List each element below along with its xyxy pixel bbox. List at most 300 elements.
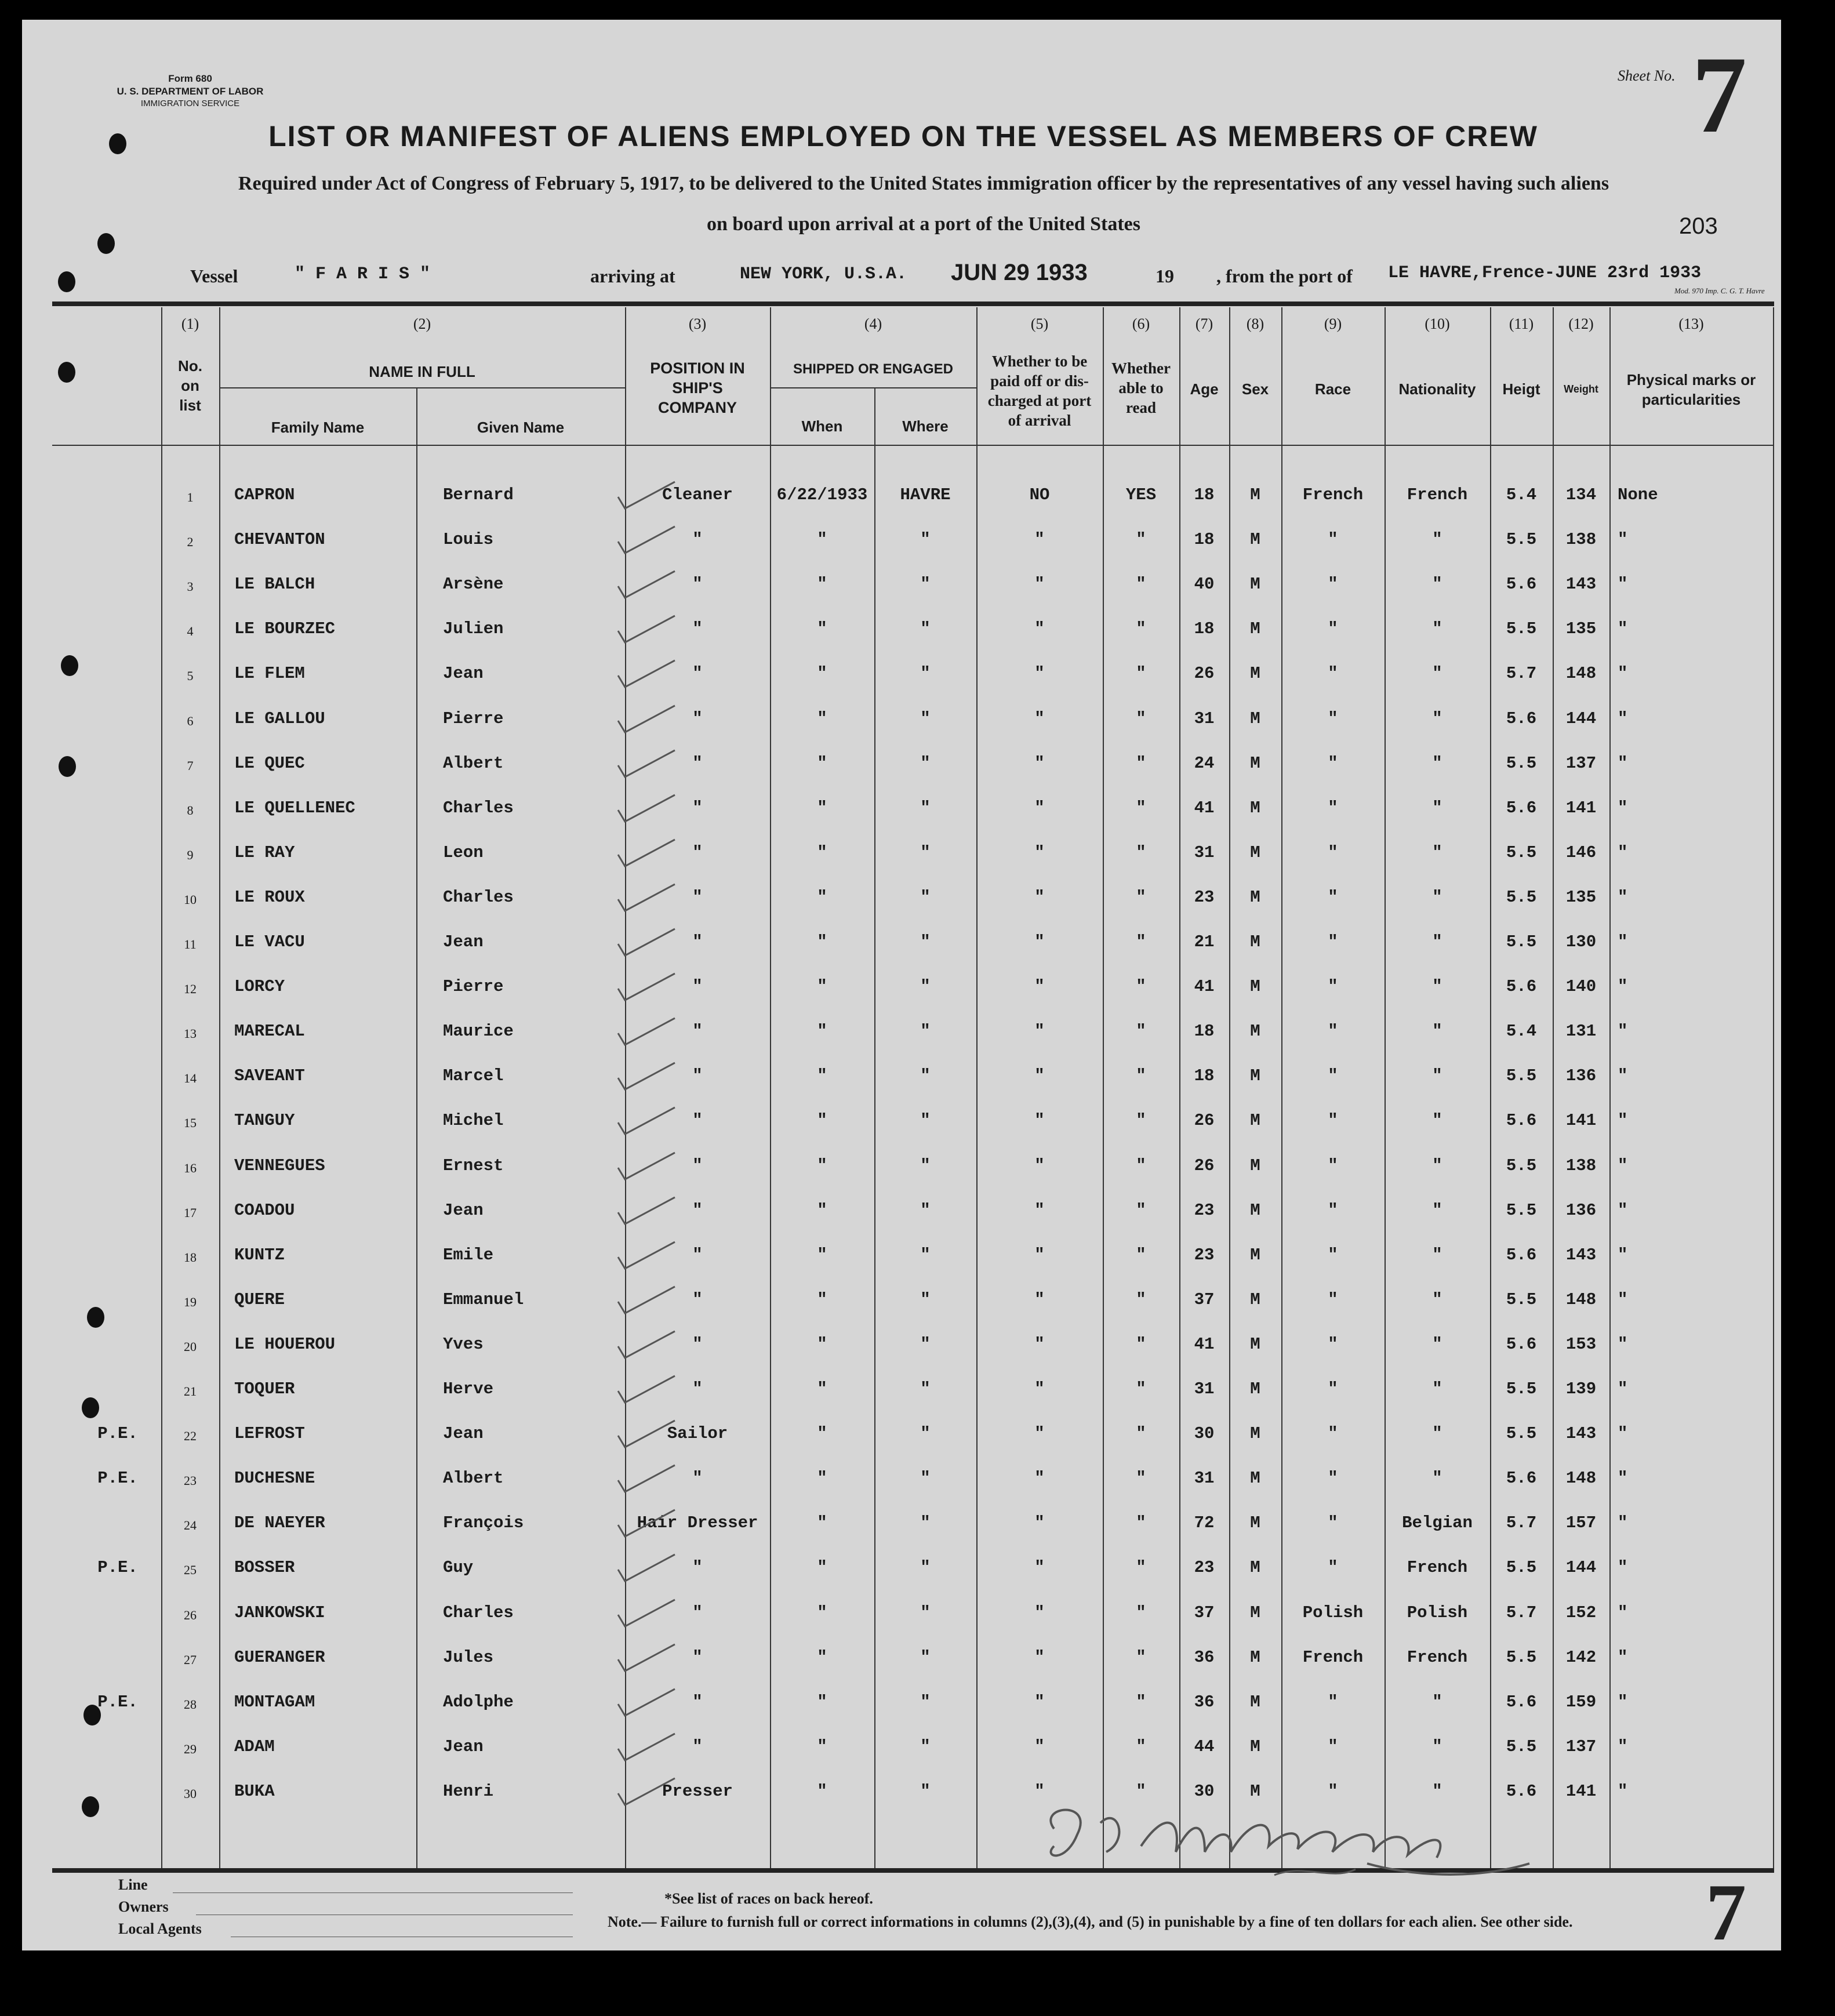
cell-nationality: " bbox=[1432, 1335, 1442, 1354]
cell-height: 5.6 bbox=[1506, 1335, 1537, 1354]
cell-sex: M bbox=[1250, 709, 1260, 728]
cell-given: Jean bbox=[443, 664, 484, 683]
col5-number: (5) bbox=[1030, 315, 1049, 332]
cell-age: 18 bbox=[1194, 1066, 1215, 1085]
header-divider-family bbox=[219, 387, 625, 388]
cell-given: Ernest bbox=[443, 1156, 504, 1175]
cell-marks: " bbox=[1618, 754, 1628, 773]
cell-no: 20 bbox=[184, 1339, 197, 1354]
cell-sex: M bbox=[1250, 888, 1260, 907]
cell-family: CHEVANTON bbox=[234, 530, 325, 549]
cell-paid: " bbox=[1034, 1558, 1045, 1577]
cell-height: 5.5 bbox=[1506, 843, 1537, 862]
cell-race: " bbox=[1328, 798, 1338, 818]
cell-nationality: " bbox=[1432, 530, 1442, 549]
cell-nationality: " bbox=[1432, 1111, 1442, 1130]
cell-nationality: " bbox=[1432, 932, 1442, 951]
cell-height: 5.5 bbox=[1506, 754, 1537, 773]
cell-read: " bbox=[1136, 1603, 1146, 1622]
cell-race: " bbox=[1328, 1379, 1338, 1399]
cell-position: " bbox=[692, 932, 703, 951]
page-title: LIST OR MANIFEST OF ALIENS EMPLOYED ON THE VESSEL AS MEMBERS OF CREW bbox=[268, 120, 1538, 152]
arriving-label: arriving at bbox=[590, 266, 675, 286]
cell-position: Presser bbox=[662, 1782, 733, 1801]
cell-height: 5.6 bbox=[1506, 1245, 1537, 1265]
cell-no: 14 bbox=[184, 1071, 197, 1085]
cell-paid: " bbox=[1034, 888, 1045, 907]
cell-height: 5.5 bbox=[1506, 888, 1537, 907]
manifest-sheet bbox=[22, 20, 1781, 1950]
cell-read: " bbox=[1136, 1782, 1146, 1801]
cell-marks: " bbox=[1618, 843, 1628, 862]
cell-position: " bbox=[692, 1245, 703, 1265]
cell-when: " bbox=[817, 1558, 827, 1577]
cell-given: Albert bbox=[443, 1469, 504, 1488]
given-name-header: Given Name bbox=[477, 419, 565, 436]
cell-height: 5.5 bbox=[1506, 530, 1537, 549]
cell-height: 5.5 bbox=[1506, 932, 1537, 951]
cell-when: " bbox=[817, 888, 827, 907]
year-label: 19 bbox=[1155, 266, 1174, 286]
cell-when: " bbox=[817, 977, 827, 996]
col8-header: Sex bbox=[1241, 380, 1269, 398]
cell-family: LEFROST bbox=[234, 1424, 305, 1443]
cell-paid: " bbox=[1034, 1111, 1045, 1130]
cell-paid: " bbox=[1034, 619, 1045, 638]
cell-position: " bbox=[692, 709, 703, 728]
cell-marks: " bbox=[1618, 1513, 1628, 1532]
cell-position: " bbox=[692, 1379, 703, 1399]
cell-race: " bbox=[1328, 575, 1338, 594]
punch-hole bbox=[58, 271, 75, 292]
cell-paid: " bbox=[1034, 709, 1045, 728]
cell-marks: " bbox=[1618, 1201, 1628, 1220]
cell-race: " bbox=[1328, 1782, 1338, 1801]
cell-when: " bbox=[817, 1111, 827, 1130]
cell-mark: P.E. bbox=[97, 1469, 138, 1488]
cell-weight: 140 bbox=[1565, 977, 1597, 996]
cell-race: " bbox=[1328, 1245, 1338, 1265]
from-port: LE HAVRE,Frence-JUNE 23rd 1933 bbox=[1388, 263, 1702, 283]
col11-number: (11) bbox=[1509, 315, 1534, 332]
punch-hole bbox=[97, 233, 115, 254]
cell-age: 41 bbox=[1194, 977, 1215, 996]
column-rule bbox=[1773, 307, 1774, 1868]
cell-sex: M bbox=[1250, 1782, 1260, 1801]
cell-nationality: " bbox=[1432, 664, 1442, 683]
cell-given: Jules bbox=[443, 1648, 494, 1667]
col4-header: SHIPPED OR ENGAGED bbox=[793, 361, 954, 377]
cell-marks: None bbox=[1618, 485, 1658, 504]
cell-given: Pierre bbox=[443, 977, 504, 996]
cell-paid: " bbox=[1034, 530, 1045, 549]
cell-where: " bbox=[920, 664, 931, 683]
cell-position: " bbox=[692, 1066, 703, 1085]
cell-when: " bbox=[817, 1022, 827, 1041]
sheet-label: Sheet No. bbox=[1618, 67, 1676, 84]
col9-number: (9) bbox=[1324, 315, 1342, 332]
cell-read: " bbox=[1136, 1558, 1146, 1577]
cell-when: " bbox=[817, 1335, 827, 1354]
cell-given: Emile bbox=[443, 1245, 494, 1265]
cell-age: 31 bbox=[1194, 709, 1215, 728]
cell-no: 6 bbox=[187, 714, 194, 728]
cell-sex: M bbox=[1250, 1335, 1260, 1354]
cell-where: " bbox=[920, 1111, 931, 1130]
header-divider-shipped bbox=[770, 387, 976, 388]
cell-height: 5.7 bbox=[1506, 1603, 1537, 1622]
cell-read: " bbox=[1136, 932, 1146, 951]
cell-mark: P.E. bbox=[97, 1424, 138, 1443]
races-note: *See list of races on back hereof. bbox=[664, 1890, 873, 1907]
cell-read: " bbox=[1136, 1156, 1146, 1175]
arrival-stamp-date: JUN 29 1933 bbox=[951, 260, 1088, 285]
cell-when: " bbox=[817, 1603, 827, 1622]
cell-age: 26 bbox=[1194, 1156, 1215, 1175]
cell-given: Yves bbox=[443, 1335, 484, 1354]
cell-read: " bbox=[1136, 1111, 1146, 1130]
cell-position: " bbox=[692, 1022, 703, 1041]
cell-position: " bbox=[692, 575, 703, 594]
cell-age: 41 bbox=[1194, 1335, 1215, 1354]
cell-when: " bbox=[817, 1066, 827, 1085]
cell-read: " bbox=[1136, 1290, 1146, 1309]
cell-age: 31 bbox=[1194, 1469, 1215, 1488]
cell-race: " bbox=[1328, 1111, 1338, 1130]
cell-given: Leon bbox=[443, 843, 484, 862]
cell-where: " bbox=[920, 1469, 931, 1488]
cell-nationality: " bbox=[1432, 1692, 1442, 1712]
cell-nationality: " bbox=[1432, 1066, 1442, 1085]
cell-nationality: " bbox=[1432, 977, 1442, 996]
cell-position: " bbox=[692, 1737, 703, 1756]
cell-nationality: " bbox=[1432, 1201, 1442, 1220]
cell-family: TANGUY bbox=[234, 1111, 295, 1130]
cell-paid: " bbox=[1034, 1737, 1045, 1756]
cell-race: " bbox=[1328, 1737, 1338, 1756]
cell-no: 24 bbox=[184, 1518, 197, 1532]
cell-no: 16 bbox=[184, 1161, 197, 1175]
cell-where: " bbox=[920, 1782, 931, 1801]
vessel-name: " F A R I S " bbox=[295, 264, 431, 284]
cell-when: " bbox=[817, 798, 827, 818]
cell-weight: 141 bbox=[1565, 1782, 1597, 1801]
cell-given: Jean bbox=[443, 1737, 484, 1756]
cell-paid: " bbox=[1034, 1424, 1045, 1443]
cell-read: " bbox=[1136, 619, 1146, 638]
cell-height: 5.6 bbox=[1506, 977, 1537, 996]
cell-when: 6/22/1933 bbox=[776, 485, 868, 504]
cell-given: Pierre bbox=[443, 709, 504, 728]
cell-family: LE GALLOU bbox=[234, 709, 325, 728]
cell-weight: 143 bbox=[1565, 1245, 1597, 1265]
cell-nationality: " bbox=[1432, 798, 1442, 818]
cell-family: DE NAEYER bbox=[234, 1513, 325, 1532]
cell-no: 7 bbox=[187, 758, 194, 773]
cell-age: 18 bbox=[1194, 1022, 1215, 1041]
cell-weight: 144 bbox=[1565, 1558, 1597, 1577]
cell-age: 18 bbox=[1194, 485, 1215, 504]
cell-weight: 148 bbox=[1565, 1290, 1597, 1309]
cell-given: Henri bbox=[443, 1782, 494, 1801]
cell-no: 13 bbox=[184, 1026, 197, 1041]
cell-no: 3 bbox=[187, 579, 194, 594]
cell-family: MONTAGAM bbox=[234, 1692, 315, 1712]
col6-header: Whether able to read bbox=[1111, 359, 1171, 416]
cell-sex: M bbox=[1250, 1424, 1260, 1443]
subtitle-line1: Required under Act of Congress of February 5, 1917, to be delivered to the United States immigration officer by the representatives of any vessel having such aliens bbox=[238, 173, 1609, 194]
cell-position: " bbox=[692, 798, 703, 818]
cell-race: " bbox=[1328, 1513, 1338, 1532]
cell-sex: M bbox=[1250, 485, 1260, 504]
cell-paid: " bbox=[1034, 754, 1045, 773]
cell-marks: " bbox=[1618, 575, 1628, 594]
cell-paid: " bbox=[1034, 1692, 1045, 1712]
cell-marks: " bbox=[1618, 619, 1628, 638]
cell-nationality: " bbox=[1432, 1379, 1442, 1399]
cell-where: " bbox=[920, 888, 931, 907]
cell-family: MARECAL bbox=[234, 1022, 305, 1041]
cell-nationality: " bbox=[1432, 888, 1442, 907]
cell-race: " bbox=[1328, 888, 1338, 907]
cell-no: 11 bbox=[184, 937, 197, 951]
cell-height: 5.6 bbox=[1506, 798, 1537, 818]
cell-marks: " bbox=[1618, 1379, 1628, 1399]
cell-race: " bbox=[1328, 843, 1338, 862]
col7-header: Age bbox=[1190, 380, 1219, 398]
cell-read: " bbox=[1136, 1335, 1146, 1354]
cell-no: 9 bbox=[187, 848, 194, 862]
cell-sex: M bbox=[1250, 575, 1260, 594]
cell-age: 37 bbox=[1194, 1603, 1215, 1622]
cell-read: " bbox=[1136, 1066, 1146, 1085]
col13-header: Physical marks or particularities bbox=[1626, 371, 1756, 408]
cell-family: BUKA bbox=[234, 1782, 275, 1801]
cell-given: Guy bbox=[443, 1558, 474, 1577]
cell-height: 5.6 bbox=[1506, 1469, 1537, 1488]
cell-paid: " bbox=[1034, 1335, 1045, 1354]
cell-where: " bbox=[920, 1379, 931, 1399]
cell-read: " bbox=[1136, 709, 1146, 728]
cell-family: TOQUER bbox=[234, 1379, 295, 1399]
cell-position: " bbox=[692, 1648, 703, 1667]
cell-position: " bbox=[692, 1111, 703, 1130]
col11-header: Heigt bbox=[1502, 380, 1540, 398]
cell-marks: " bbox=[1618, 664, 1628, 683]
header-bottom-rule bbox=[52, 445, 1774, 446]
cell-paid: " bbox=[1034, 1022, 1045, 1041]
cell-nationality: French bbox=[1407, 485, 1468, 504]
cell-sex: M bbox=[1250, 1558, 1260, 1577]
cell-read: " bbox=[1136, 1692, 1146, 1712]
cell-height: 5.4 bbox=[1506, 485, 1537, 504]
cell-weight: 139 bbox=[1565, 1379, 1597, 1399]
cell-given: Louis bbox=[443, 530, 494, 549]
cell-when: " bbox=[817, 1424, 827, 1443]
cell-marks: " bbox=[1618, 1737, 1628, 1756]
cell-position: " bbox=[692, 530, 703, 549]
cell-where: " bbox=[920, 1737, 931, 1756]
cell-marks: " bbox=[1618, 1782, 1628, 1801]
col3-header: POSITION IN SHIP'S COMPANY bbox=[650, 359, 745, 416]
cell-given: Michel bbox=[443, 1111, 504, 1130]
cell-weight: 135 bbox=[1565, 888, 1597, 907]
cell-race: " bbox=[1328, 1201, 1338, 1220]
cell-nationality: " bbox=[1432, 754, 1442, 773]
cell-where: " bbox=[920, 619, 931, 638]
cell-weight: 159 bbox=[1565, 1692, 1597, 1712]
col10-number: (10) bbox=[1425, 315, 1450, 332]
cell-height: 5.6 bbox=[1506, 1782, 1537, 1801]
cell-marks: " bbox=[1618, 1245, 1628, 1265]
cell-when: " bbox=[817, 1692, 827, 1712]
cell-family: LE VACU bbox=[234, 932, 305, 951]
cell-age: 23 bbox=[1194, 1245, 1215, 1265]
cell-read: " bbox=[1136, 977, 1146, 996]
punch-hole bbox=[61, 655, 78, 676]
cell-nationality: Polish bbox=[1407, 1603, 1468, 1622]
cell-read: " bbox=[1136, 1379, 1146, 1399]
cell-sex: M bbox=[1250, 1379, 1260, 1399]
cell-weight: 157 bbox=[1565, 1513, 1597, 1532]
from-label: , from the port of bbox=[1216, 266, 1353, 286]
cell-height: 5.6 bbox=[1506, 575, 1537, 594]
cell-given: Charles bbox=[443, 1603, 514, 1622]
form-number: Form 680 bbox=[168, 73, 212, 84]
cell-height: 5.5 bbox=[1506, 1290, 1537, 1309]
cell-height: 5.5 bbox=[1506, 1379, 1537, 1399]
cell-read: " bbox=[1136, 754, 1146, 773]
cell-position: " bbox=[692, 1335, 703, 1354]
where-header: Where bbox=[902, 417, 949, 435]
cell-read: " bbox=[1136, 664, 1146, 683]
cell-age: 26 bbox=[1194, 664, 1215, 683]
cell-weight: 130 bbox=[1565, 932, 1597, 951]
punch-hole bbox=[82, 1397, 99, 1418]
cell-where: " bbox=[920, 1066, 931, 1085]
cell-weight: 138 bbox=[1565, 1156, 1597, 1175]
cell-given: François bbox=[443, 1513, 524, 1532]
cell-read: " bbox=[1136, 1469, 1146, 1488]
cell-when: " bbox=[817, 1379, 827, 1399]
cell-age: 40 bbox=[1194, 575, 1215, 594]
punch-hole bbox=[87, 1307, 104, 1328]
cell-nationality: " bbox=[1432, 1424, 1442, 1443]
cell-weight: 152 bbox=[1565, 1603, 1597, 1622]
cell-paid: " bbox=[1034, 1201, 1045, 1220]
cell-marks: " bbox=[1618, 798, 1628, 818]
cell-sex: M bbox=[1250, 1737, 1260, 1756]
cell-sex: M bbox=[1250, 1469, 1260, 1488]
cell-weight: 144 bbox=[1565, 709, 1597, 728]
cell-race: " bbox=[1328, 1022, 1338, 1041]
cell-age: 23 bbox=[1194, 888, 1215, 907]
when-header: When bbox=[801, 417, 843, 435]
cell-no: 10 bbox=[184, 892, 197, 907]
cell-weight: 153 bbox=[1565, 1335, 1597, 1354]
reference-number: 203 bbox=[1679, 213, 1718, 239]
cell-when: " bbox=[817, 1156, 827, 1175]
cell-age: 26 bbox=[1194, 1111, 1215, 1130]
cell-no: 26 bbox=[184, 1608, 197, 1622]
cell-height: 5.6 bbox=[1506, 1692, 1537, 1712]
cell-weight: 141 bbox=[1565, 1111, 1597, 1130]
cell-where: " bbox=[920, 932, 931, 951]
col9-header: Race bbox=[1314, 380, 1351, 398]
cell-no: 5 bbox=[187, 669, 194, 683]
cell-read: " bbox=[1136, 1201, 1146, 1220]
cell-no: 27 bbox=[184, 1652, 197, 1667]
cell-read: " bbox=[1136, 888, 1146, 907]
cell-given: Maurice bbox=[443, 1022, 514, 1041]
cell-marks: " bbox=[1618, 1469, 1628, 1488]
table-top-rule bbox=[52, 302, 1774, 306]
cell-given: Jean bbox=[443, 932, 484, 951]
cell-given: Julien bbox=[443, 619, 504, 638]
cell-no: 12 bbox=[184, 982, 197, 996]
cell-given: Charles bbox=[443, 798, 514, 818]
col12-header: Weight bbox=[1564, 383, 1598, 395]
cell-position: " bbox=[692, 664, 703, 683]
cell-read: " bbox=[1136, 1648, 1146, 1667]
cell-read: " bbox=[1136, 798, 1146, 818]
cell-height: 5.5 bbox=[1506, 1156, 1537, 1175]
cell-nationality: " bbox=[1432, 1290, 1442, 1309]
cell-where: " bbox=[920, 575, 931, 594]
cell-marks: " bbox=[1618, 1603, 1628, 1622]
cell-no: 28 bbox=[184, 1697, 197, 1712]
cell-height: 5.4 bbox=[1506, 1022, 1537, 1041]
cell-age: 31 bbox=[1194, 843, 1215, 862]
cell-paid: " bbox=[1034, 1782, 1045, 1801]
cell-family: DUCHESNE bbox=[234, 1469, 315, 1488]
cell-paid: " bbox=[1034, 1513, 1045, 1532]
cell-race: " bbox=[1328, 1424, 1338, 1443]
cell-family: COADOU bbox=[234, 1201, 295, 1220]
cell-race: " bbox=[1328, 1156, 1338, 1175]
cell-family: SAVEANT bbox=[234, 1066, 305, 1085]
cell-nationality: " bbox=[1432, 1737, 1442, 1756]
cell-position: " bbox=[692, 754, 703, 773]
col6-number: (6) bbox=[1132, 315, 1150, 332]
cell-nationality: " bbox=[1432, 709, 1442, 728]
cell-race: " bbox=[1328, 1335, 1338, 1354]
cell-family: LORCY bbox=[234, 977, 285, 996]
col4-number: (4) bbox=[864, 315, 882, 332]
cell-given: Adolphe bbox=[443, 1692, 514, 1712]
cell-position: " bbox=[692, 1201, 703, 1220]
cell-height: 5.5 bbox=[1506, 1737, 1537, 1756]
cell-paid: " bbox=[1034, 1469, 1045, 1488]
cell-age: 36 bbox=[1194, 1648, 1215, 1667]
cell-paid: " bbox=[1034, 1290, 1045, 1309]
owners-label: Owners bbox=[118, 1898, 169, 1915]
cell-weight: 143 bbox=[1565, 575, 1597, 594]
cell-marks: " bbox=[1618, 932, 1628, 951]
cell-when: " bbox=[817, 664, 827, 683]
cell-marks: " bbox=[1618, 1290, 1628, 1309]
bottom-sheet-number: 7 bbox=[1706, 1868, 1746, 1950]
cell-when: " bbox=[817, 932, 827, 951]
subtitle-line2: on board upon arrival at a port of the United States bbox=[706, 213, 1141, 235]
cell-weight: 142 bbox=[1565, 1648, 1597, 1667]
cell-family: QUERE bbox=[234, 1290, 285, 1309]
cell-no: 1 bbox=[187, 490, 194, 504]
cell-sex: M bbox=[1250, 1156, 1260, 1175]
col10-header: Nationality bbox=[1398, 380, 1476, 398]
cell-height: 5.5 bbox=[1506, 1648, 1537, 1667]
col1-number: (1) bbox=[181, 315, 199, 332]
